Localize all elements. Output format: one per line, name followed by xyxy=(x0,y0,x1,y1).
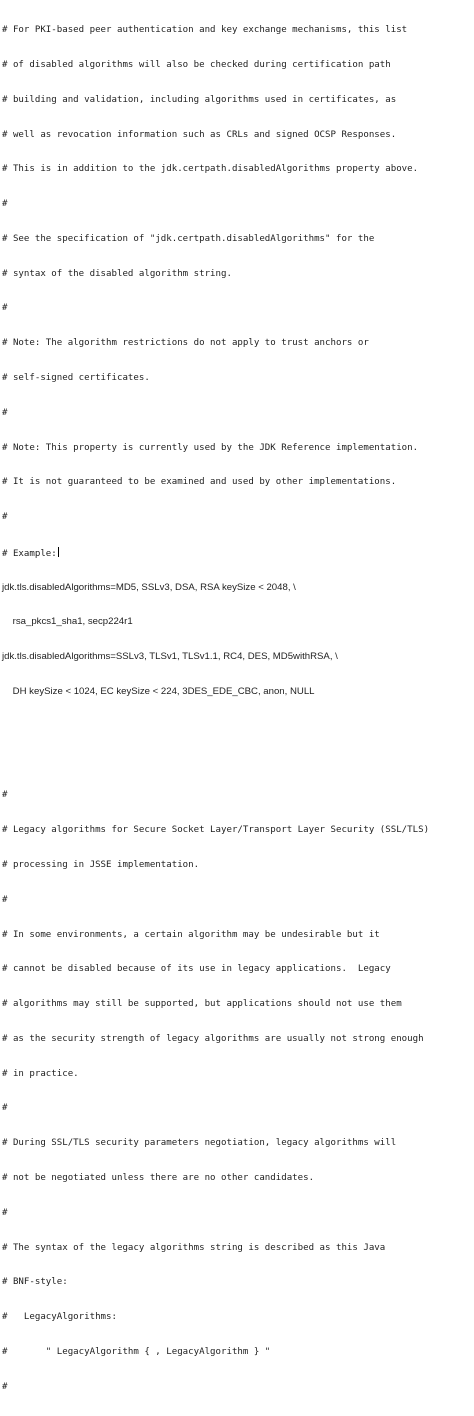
text-line-with-caret xyxy=(2,547,474,559)
text-line: # not be negotiated unless there are no other candidates. xyxy=(2,1172,315,1183)
text-line: # It is not guaranteed to be examined and used by other implementations. xyxy=(2,477,397,488)
text-line: # The syntax of the legacy algorithms string is described as this Java xyxy=(2,1242,386,1253)
text-line: # xyxy=(2,790,8,801)
code-line: rsa_pkcs1_sha1, secp224r1 xyxy=(2,616,133,628)
text-line: # This is in addition to the jdk.certpath.disabledAlgorithms property above. xyxy=(2,164,419,175)
text-line-content: # Example: xyxy=(2,548,57,559)
text-line: # BNF-style: xyxy=(2,1277,68,1288)
text-line: # xyxy=(2,512,8,523)
text-line: # self-signed certificates. xyxy=(2,373,150,383)
text-content[interactable] xyxy=(2,2,474,1392)
text-line xyxy=(2,756,474,768)
text-line: # " LegacyAlgorithm { , LegacyAlgorithm } " xyxy=(2,1346,271,1357)
text-line: # xyxy=(2,1381,8,1392)
code-line: DH keySize < 1024, EC keySize < 224, 3DES_EDE_CBC, anon, NULL xyxy=(2,686,315,698)
code-line: jdk.tls.disabledAlgorithms=MD5, SSLv3, DSA, RSA keySize < 2048, \ xyxy=(2,581,296,593)
text-line: # Legacy algorithms for Secure Socket Layer/Transport Layer Security (SSL/TLS) xyxy=(2,825,430,836)
text-line: # xyxy=(2,1103,8,1114)
text-line xyxy=(2,721,474,733)
text-line: # building and validation, including algorithms used in certificates, as xyxy=(2,94,397,105)
text-line: # xyxy=(2,407,8,418)
text-line: # xyxy=(2,303,8,314)
text-line: # xyxy=(2,199,8,210)
text-line: # of disabled algorithms will also be checked during certification path xyxy=(2,59,391,70)
text-line: # In some environments, a certain algorithm may be undesirable but it xyxy=(2,929,380,940)
text-line: # See the specification of "jdk.certpath.disabledAlgorithms" for the xyxy=(2,233,375,244)
text-line: # xyxy=(2,894,8,905)
text-line: # Note: The algorithm restrictions do not apply to trust anchors or xyxy=(2,338,369,349)
text-line: # as the security strength of legacy algorithms are usually not strong enough xyxy=(2,1033,424,1044)
text-line: # well as revocation information such as CRLs and signed OCSP Responses. xyxy=(2,129,397,140)
text-line: # algorithms may still be supported, but applications should not use them xyxy=(2,999,402,1010)
text-line: # syntax of the disabled algorithm string. xyxy=(2,268,232,279)
text-line: # xyxy=(2,1207,8,1218)
text-line: # LegacyAlgorithms: xyxy=(2,1312,117,1323)
text-line: # During SSL/TLS security parameters negotiation, legacy algorithms will xyxy=(2,1138,397,1149)
text-line: # in practice. xyxy=(2,1068,79,1079)
text-line: # processing in JSSE implementation. xyxy=(2,859,200,870)
code-line: jdk.tls.disabledAlgorithms=SSLv3, TLSv1, TLSv1.1, RC4, DES, MD5withRSA, \ xyxy=(2,651,338,663)
text-line: # cannot be disabled because of its use in legacy applications. Legacy xyxy=(2,964,391,975)
text-caret xyxy=(58,547,59,557)
text-line: # Note: This property is currently used by the JDK Reference implementation. xyxy=(2,442,419,453)
text-line: # For PKI-based peer authentication and key exchange mechanisms, this list xyxy=(2,25,408,36)
